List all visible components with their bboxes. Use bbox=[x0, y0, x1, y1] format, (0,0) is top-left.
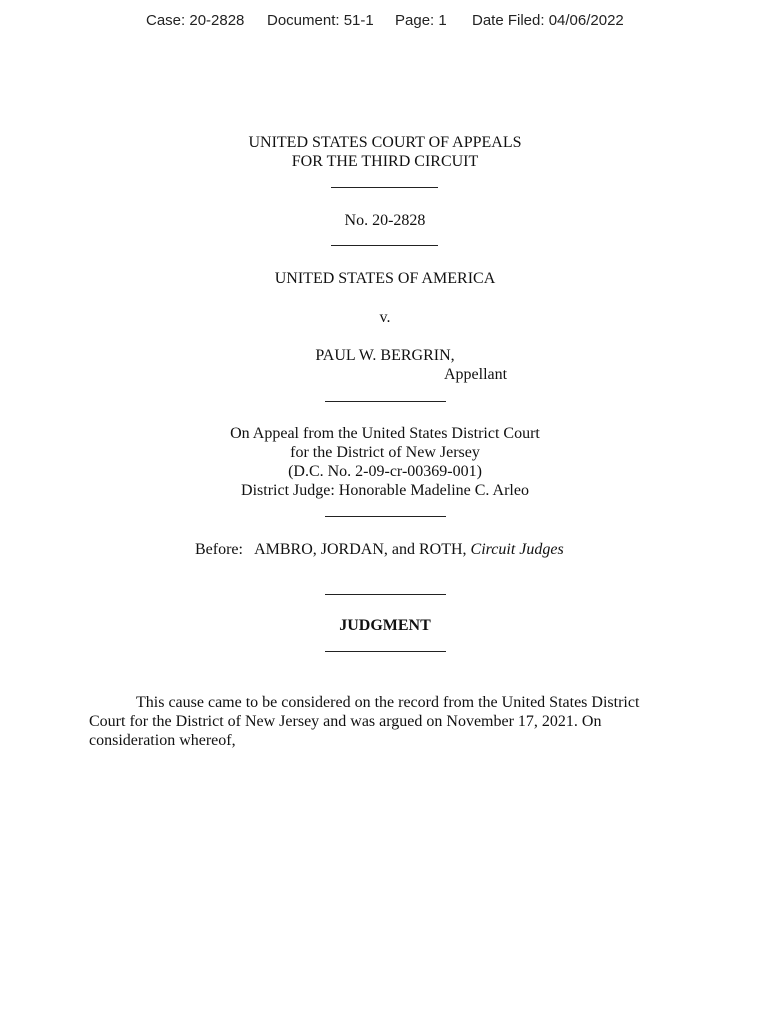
appeal-line-2: for the District of New Jersey bbox=[290, 444, 480, 461]
divider-rule bbox=[331, 187, 438, 188]
appeal-line-1: On Appeal from the United States District Court bbox=[230, 425, 540, 442]
panel-before-text: Before: AMBRO, JORDAN, and ROTH, bbox=[195, 541, 471, 558]
defendant-name: PAUL W. BERGRIN, bbox=[315, 347, 455, 364]
divider-rule bbox=[325, 401, 446, 402]
case-number: No. 20-2828 bbox=[344, 212, 426, 229]
court-name: UNITED STATES COURT OF APPEALS bbox=[248, 134, 522, 151]
header-case-number: Case: 20-2828 bbox=[146, 12, 245, 29]
header-document-number: Document: 51-1 bbox=[267, 12, 374, 29]
divider-rule bbox=[331, 245, 438, 246]
divider-rule bbox=[325, 651, 446, 652]
versus-label: v. bbox=[379, 309, 391, 326]
body-line-1: This cause came to be considered on the record from the United States District bbox=[136, 694, 640, 711]
plaintiff-name: UNITED STATES OF AMERICA bbox=[274, 270, 496, 287]
district-judge: District Judge: Honorable Madeline C. Arleo bbox=[241, 482, 529, 499]
panel-judges bbox=[195, 540, 564, 559]
appeal-line-3: (D.C. No. 2-09-cr-00369-001) bbox=[288, 463, 482, 480]
judgment-body bbox=[89, 693, 689, 750]
divider-rule bbox=[325, 516, 446, 517]
header-page-number: Page: 1 bbox=[395, 12, 447, 29]
panel-judges-title: Circuit Judges bbox=[470, 541, 564, 558]
divider-rule bbox=[325, 594, 446, 595]
header-date-filed: Date Filed: 04/06/2022 bbox=[472, 12, 624, 29]
defendant-role: Appellant bbox=[444, 366, 508, 383]
court-circuit: FOR THE THIRD CIRCUIT bbox=[291, 153, 479, 170]
body-line-2: Court for the District of New Jersey and was argued on November 17, 2021. On bbox=[89, 713, 602, 730]
judgment-heading: JUDGMENT bbox=[339, 617, 431, 634]
body-line-3: consideration whereof, bbox=[89, 732, 236, 749]
